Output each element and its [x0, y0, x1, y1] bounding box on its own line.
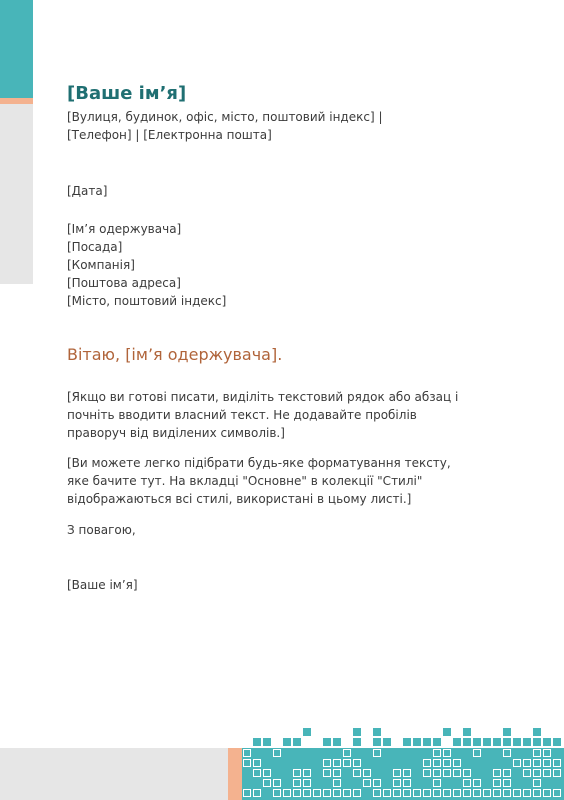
recipient-company[interactable]: [Компанія] [67, 258, 135, 272]
body-paragraph-2[interactable]: [Ви можете легко підібрати будь-яке форматування тексту, яке бачите тут. На вкладці "Основне" в колекції "Стилі" відображаються всі стилі, використані в цьому листі.] [67, 456, 451, 506]
pixel-mosaic-decoration [242, 718, 564, 800]
closing[interactable]: З повагою, [67, 523, 136, 537]
bottom-gray-band [0, 748, 228, 800]
sender-address[interactable]: [Вулиця, будинок, офіс, місто, поштовий індекс] | [67, 110, 383, 124]
letter-body [67, 82, 527, 606]
left-teal-band [0, 0, 33, 98]
signature-name[interactable]: [Ваше ім’я] [67, 578, 138, 592]
sender-contact[interactable]: [Телефон] | [Електронна пошта] [67, 128, 272, 142]
recipient-name[interactable]: [Ім’я одержувача] [67, 222, 182, 236]
body-paragraph-1[interactable]: [Якщо ви готові писати, виділіть текстовий рядок або абзац і почніть вводити власний текст. Не додавайте пробілів праворуч від виділених символів.] [67, 390, 459, 440]
recipient-title[interactable]: [Посада] [67, 240, 123, 254]
left-gray-band [0, 104, 33, 284]
letter-date[interactable]: [Дата] [67, 184, 108, 198]
sender-name[interactable]: [Ваше ім’я] [67, 83, 187, 104]
bottom-orange-stripe [228, 748, 242, 800]
greeting[interactable]: Вітаю, [ім’я одержувача]. [67, 345, 283, 364]
recipient-street[interactable]: [Поштова адреса] [67, 276, 181, 290]
recipient-city[interactable]: [Місто, поштовий індекс] [67, 294, 227, 308]
recipient-block [67, 220, 527, 310]
